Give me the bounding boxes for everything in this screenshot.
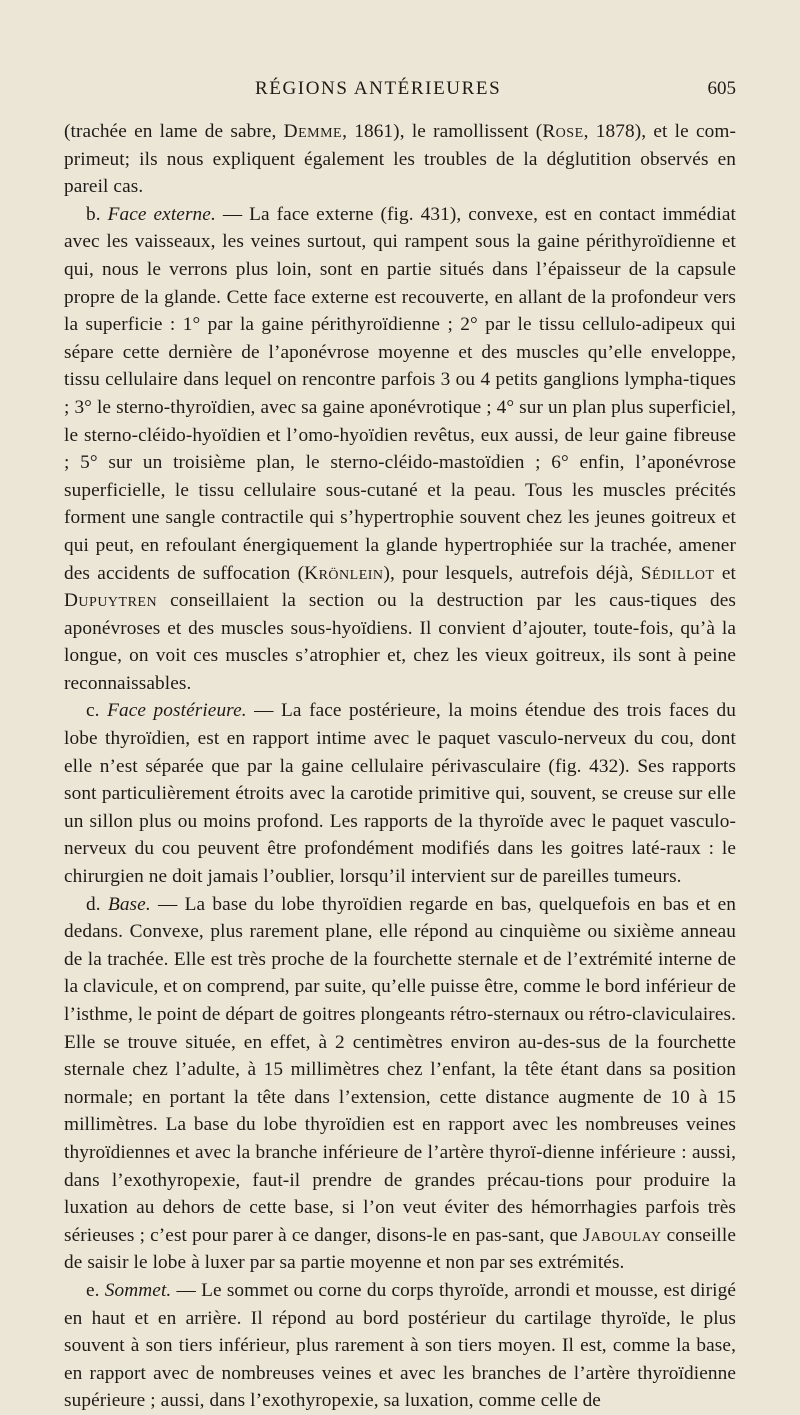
section-heading: Base. [107, 893, 151, 915]
running-title: RÉGIONS ANTÉRIEURES [255, 78, 502, 99]
paragraph-trachea-continuation: (trachée en lame de sabre, Demme, 1861), le ramollissent (Rose, 1878), et le com-primeut; ils nous expliquent également les troubles de la déglutition observés en pareil cas. [64, 121, 736, 198]
paragraph-face-externe: b. Face externe. — La face externe (fig. 431), convexe, est en contact immédiat avec les vaisseaux, les veines surtout, qui rampent sous la gaine périthyroïdienne et qui, nous le verrons plus loin, sont en partie situés dans l’épaisseur de la capsule propre de la glande. Cette face externe est recouverte, en allant de la profondeur vers la superficie : 1° par la gaine périthyroïdienne ; 2° par le tissu cellulo-adipeux qui sépare cette dernière de l’aponévrose moyenne et des muscles qu’elle enveloppe, tissu cellulaire dans lequel on rencontre parfois 3 ou 4 petits ganglions lympha-tiques ; 3° le sterno-thyroïdien, avec sa gaine aponévrotique ; 4° sur un plan plus superficiel, le sterno-cléido-hyoïdien et l’omo-hyoïdien revêtus, eux aussi, de leur gaine fibreuse ; 5° sur un troisième plan, le sterno-cléido-mastoïdien ; 6° enfin, l’aponévrose superficielle, le tissu cellulaire sous-cutané et la peau. Tous les muscles précités forment une sangle contractile qui s’hypertrophie souvent chez les jeunes goitreux et qui peut, en refoulant énergiquement la glande hypertrophiée sur la trachée, amener des accidents de suffocation (Krönlein), pour lesquels, autrefois déjà, Sédillot et Dupuytren conseillaient la section ou la destruction par les caus-tiques des aponévroses et des muscles sous-hyoïdiens. Il convient d’ajouter, toute-fois, qu’à la longue, on voit ces muscles s’atrophier et, chez les vieux goitreux, ils sont à peine reconnaissables. [64, 203, 736, 694]
page-header [0, 78, 800, 108]
section-label: d. [86, 893, 101, 915]
section-label: e. [86, 1279, 100, 1301]
body-text [64, 118, 736, 1415]
paragraph-face-posterieure: c. Face postérieure. — La face postérieure, la moins étendue des trois faces du lobe thyroïdien, est en rapport intime avec le paquet vasculo-nerveux du cou, dont elle n’est séparée que par la gaine cellulaire périvasculaire (fig. 432). Ses rapports sont particulièrement étroits avec la carotide primitive qui, souvent, se creuse sur elle un sillon plus ou moins profond. Les rapports de la thyroïde avec le paquet vasculo-nerveux du cou peuvent être profondément modifiés dans les goitres laté-raux : le chirurgien ne doit jamais l’oublier, lorsqu’il intervient sur de pareilles tumeurs. [64, 700, 736, 888]
section-label: c. [86, 700, 100, 722]
author-name: Jaboulay [582, 1224, 662, 1246]
author-name: Sédillot [640, 562, 715, 584]
author-name: Dupuytren [64, 590, 158, 612]
author-name: Krönlein [304, 562, 384, 584]
author-name: Demme [283, 121, 343, 142]
paragraph-sommet: e. Sommet. — Le sommet ou corne du corps thyroïde, arrondi et mousse, est dirigé en haut et en arrière. Il répond au bord postérieur du cartilage thyroïde, le plus souvent à son tiers inférieur, plus rarement à son tiers moyen. Il est, comme la base, en rapport avec de nombreuses veines et avec les branches de l’artère thyroïdienne supérieure ; aussi, dans l’exothyropexie, sa luxation, comme celle de [64, 1279, 736, 1412]
section-heading: Face postérieure. [107, 700, 247, 722]
section-label: b. [86, 203, 101, 225]
paragraph-base: d. Base. — La base du lobe thyroïdien regarde en bas, quelquefois en bas et en dedans. Convexe, plus rarement plane, elle répond au cinquième ou sixième anneau de la trachée. Elle est très proche de la fourchette sternale et de l’extrémité interne de la clavicule, et on comprend, par suite, qu’elle puisse être, comme le bord inférieur de l’isthme, le point de départ de goitres plongeants rétro-sternaux ou rétro-claviculaires. Elle se trouve située, en effet, à 2 centimètres environ au-des-sus de la fourchette sternale chez l’adulte, à 15 millimètres chez l’enfant, la tête étant dans sa position normale; en portant la tête dans l’extension, cette distance augmente de 10 à 15 millimètres. La base du lobe thyroïdien est en rapport avec les nombreuses veines thyroïdiennes et avec la branche inférieure de l’artère thyroï-dienne inférieure : aussi, dans l’exothyropexie, faut-il prendre de grandes précau-tions pour produire la luxation au dehors de cette base, si l’on veut éviter des hémorrhagies parfois très sérieuses ; c’est pour parer à ce danger, disons-le en pas-sant, que Jaboulay conseille de saisir le lobe à luxer par sa partie moyenne et non par ses extrémités. [64, 893, 736, 1274]
section-heading: Sommet. [104, 1279, 172, 1301]
section-heading: Face externe. [107, 203, 216, 225]
page-number: 605 [707, 78, 736, 99]
author-name: Rose [542, 121, 584, 142]
